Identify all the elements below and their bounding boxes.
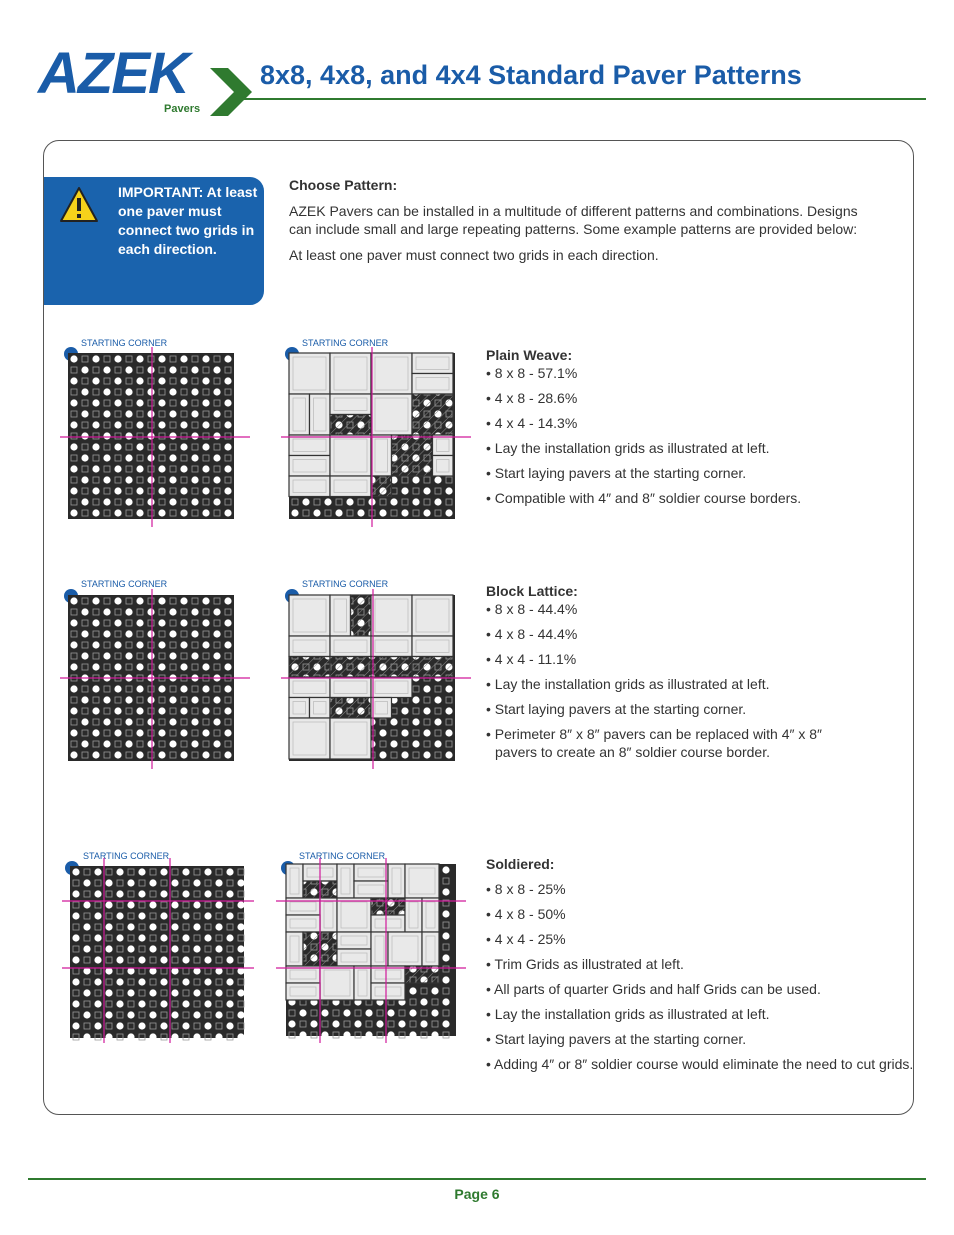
starting-corner-label: STARTING CORNER	[81, 338, 168, 348]
pattern-bullet: • 4 x 8 - 50%	[486, 906, 566, 922]
starting-corner-label: STARTING CORNER	[302, 338, 389, 348]
pattern-heading: Plain Weave:	[486, 347, 573, 363]
pattern-bullet: • 4 x 8 - 28.6%	[486, 390, 578, 406]
pattern-bullet: • Lay the installation grids as illustrated at left.	[486, 1006, 770, 1022]
starting-corner-label: STARTING CORNER	[81, 579, 168, 589]
pattern-bullet: • 8 x 8 - 57.1%	[486, 365, 578, 381]
pattern-bullet: • Trim Grids as illustrated at left.	[486, 956, 684, 972]
important-callout	[44, 177, 264, 305]
pattern-bullet: • Adding 4″ or 8″ soldier course would eliminate the need to cut grids.	[486, 1056, 914, 1072]
chevron-logo-icon	[206, 60, 256, 120]
starting-corner-label: STARTING CORNER	[302, 579, 389, 589]
title-divider	[240, 98, 926, 100]
pattern-bullet: • 4 x 4 - 14.3%	[486, 415, 578, 431]
pattern-bullet: • Perimeter 8″ x 8″ pavers can be replaced with 4″ x 8″ pavers to create an 8″ soldier course border.	[486, 726, 822, 760]
pattern-bullet: • Compatible with 4″ and 8″ soldier course borders.	[486, 490, 802, 506]
paver-layout-diagram	[281, 347, 471, 527]
page-number: Page 6	[454, 1186, 500, 1202]
installation-grid-diagram	[60, 589, 250, 769]
intro-paragraph: At least one paver must connect two grids in each direction.	[289, 247, 659, 263]
installation-grid-diagram	[62, 858, 254, 1043]
pattern-bullet: • Start laying pavers at the starting corner.	[486, 465, 747, 481]
pattern-bullet: • Start laying pavers at the starting corner.	[486, 1031, 747, 1047]
warning-icon	[58, 185, 100, 225]
pattern-bullet: • 8 x 8 - 44.4%	[486, 601, 578, 617]
pattern-bullet: • 4 x 4 - 25%	[486, 931, 566, 947]
installation-grid-diagram	[60, 347, 250, 527]
pattern-soldiered	[486, 855, 916, 1073]
azek-logo	[38, 40, 253, 120]
starting-corner-label: STARTING CORNER	[83, 851, 170, 861]
intro-section	[289, 176, 869, 272]
pattern-bullet: • 8 x 8 - 25%	[486, 881, 566, 897]
starting-corner-label: STARTING CORNER	[299, 851, 386, 861]
logo-subtitle: Pavers	[164, 103, 201, 115]
pattern-bullet: • 4 x 4 - 11.1%	[486, 651, 577, 667]
important-text: IMPORTANT: At least one paver must connect two grids in each direction.	[118, 184, 258, 257]
pattern-heading: Soldiered:	[486, 856, 555, 872]
pattern-bullet: • All parts of quarter Grids and half Grids can be used.	[486, 981, 821, 997]
pattern-bullet: • Lay the installation grids as illustrated at left.	[486, 440, 770, 456]
paver-layout-diagram	[276, 858, 466, 1043]
pattern-heading: Block Lattice:	[486, 583, 578, 599]
pattern-block-lattice	[486, 582, 866, 761]
footer-divider	[28, 1178, 926, 1180]
pattern-bullet: • 4 x 8 - 44.4%	[486, 626, 578, 642]
page-title: 8x8, 4x8, and 4x4 Standard Paver Patterns	[260, 60, 802, 90]
paver-layout-diagram	[281, 589, 471, 769]
pattern-plain-weave	[486, 346, 916, 507]
intro-heading: Choose Pattern:	[289, 177, 398, 193]
logo-wordmark: AZEK	[38, 41, 188, 106]
pattern-bullet: • Start laying pavers at the starting corner.	[486, 701, 747, 717]
pattern-bullet: • Lay the installation grids as illustrated at left.	[486, 676, 770, 692]
intro-paragraph: AZEK Pavers can be installed in a multitude of different patterns and combinations. Designs can include small and large repeating patterns. Some example patterns are provided below:	[289, 203, 858, 237]
